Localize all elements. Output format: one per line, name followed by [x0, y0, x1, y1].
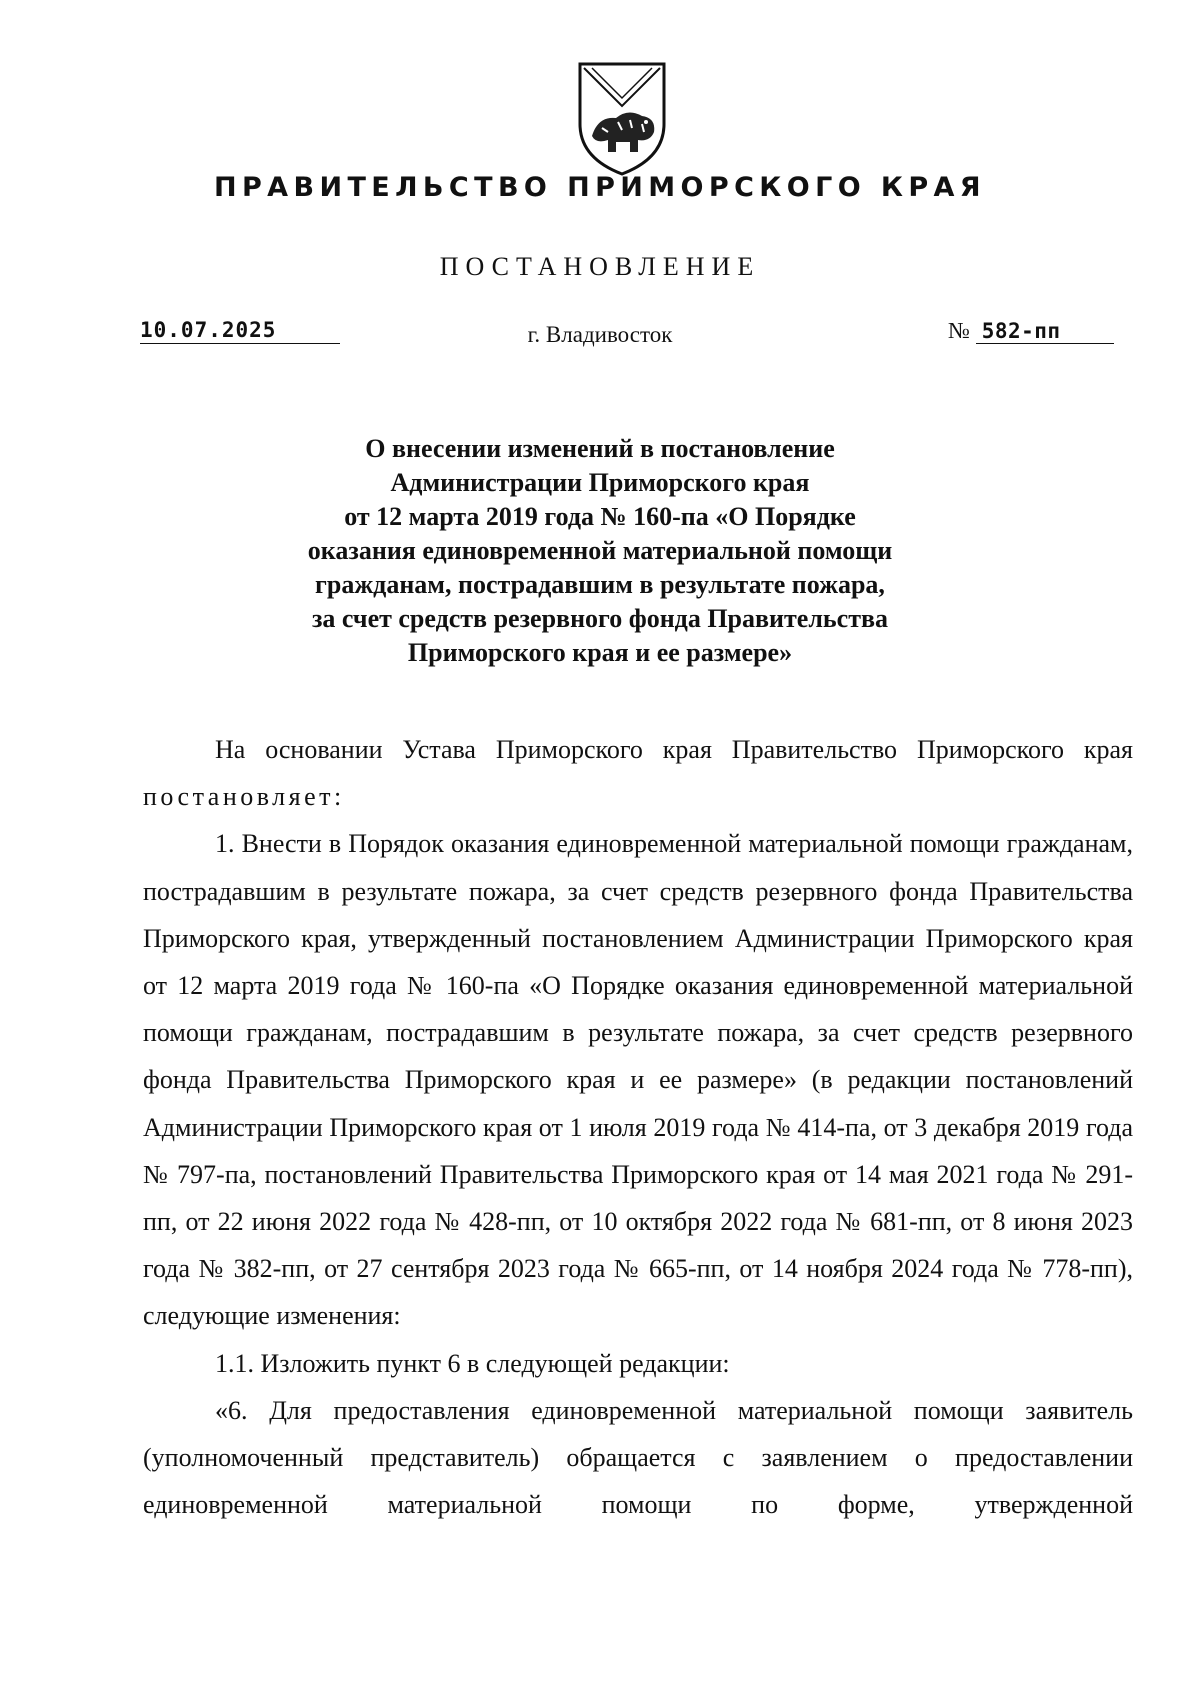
document-number	[948, 318, 1128, 344]
title-line: оказания единовременной материальной помощи	[307, 536, 893, 565]
resolves-word: постановляет:	[143, 782, 345, 812]
document-body	[143, 726, 1133, 1528]
preamble-text: На основании Устава Приморского края Правительство Приморского края	[215, 735, 1133, 764]
organization-name: ПРАВИТЕЛЬСТВО ПРИМОРСКОГО КРАЯ	[213, 172, 987, 203]
coat-of-arms-icon	[572, 58, 672, 178]
item-1-paragraph: 1. Внести в Порядок оказания единовременной материальной помощи гражданам, пострадавшим в результате пожара, за счет средств резервного фонда Правительства Приморского края, утвержденный постановлением Администрации Приморского края от 12 марта 2019 года № 160-па «О Порядке оказания единовременной материальной помощи гражданам, пострадавшим в результате пожара, за счет средств резервного фонда Правительства Приморского края и ее размере» (в редакции постановлений Администрации Приморского края от 1 июля 2019 года № 414-па, от 3 декабря 2019 года № 797-па, постановлений Правительства Приморского края от 14 мая 2021 года № 291-пп, от 22 июня 2022 года № 428-пп, от 10 октября 2022 года № 681-пп, от 8 июня 2023 года № 382-пп, от 27 сентября 2023 года № 665-пп, от 14 ноября 2024 года № 778-пп), следующие изменения:	[143, 829, 1133, 1331]
document-date: 10.07.2025	[140, 318, 340, 344]
item-1-1-paragraph: 1.1. Изложить пункт 6 в следующей редакции:	[215, 1348, 730, 1378]
document-type: ПОСТАНОВЛЕНИЕ	[439, 252, 761, 281]
title-line: О внесении изменений в постановление	[365, 434, 835, 463]
quoted-item-6-paragraph: «6. Для предоставления единовременной материальной помощи заявитель (уполномоченный представитель) обращается с заявлением о предоставлении единовременной материальной помощи по форме, утвержденной	[143, 1395, 1133, 1520]
number-label: №	[948, 318, 970, 343]
document-title	[0, 432, 1200, 670]
number-value: 582-пп	[976, 319, 1114, 344]
document-city: г. Владивосток	[527, 322, 673, 347]
preamble-paragraph	[143, 726, 1133, 820]
title-line: от 12 марта 2019 года № 160-па «О Порядке	[344, 502, 856, 531]
title-line: Администрации Приморского края	[390, 468, 810, 497]
title-line: за счет средств резервного фонда Правительства	[311, 604, 889, 633]
title-line: гражданам, пострадавшим в результате пожара,	[315, 570, 885, 599]
title-line: Приморского края и ее размере»	[407, 638, 793, 667]
